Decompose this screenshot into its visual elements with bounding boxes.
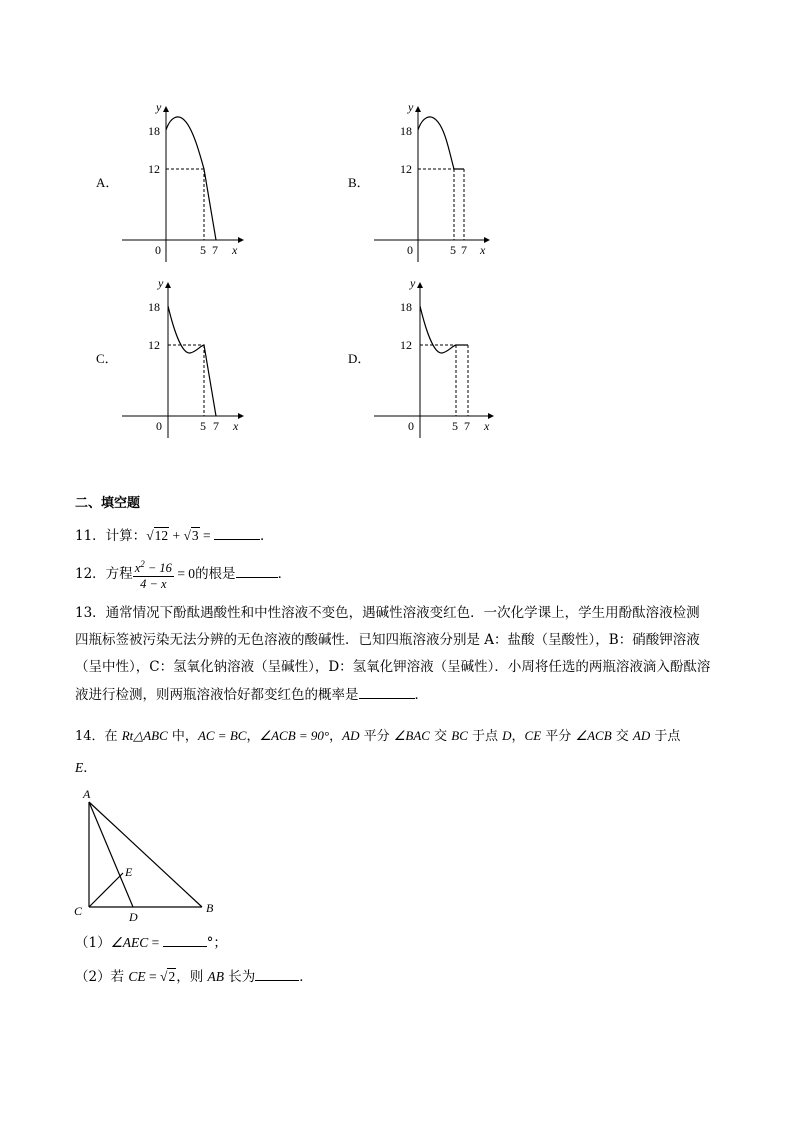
tick-5: 5 bbox=[200, 243, 206, 257]
q11-number: 11．计算： bbox=[75, 528, 147, 544]
q14-sub-2: （2）若 CE = √2，则 AB 长为 ． bbox=[75, 966, 313, 987]
point-e: E bbox=[125, 865, 133, 879]
y-axis-label: y bbox=[408, 100, 414, 114]
curve bbox=[168, 306, 216, 416]
side-ab bbox=[89, 802, 202, 907]
question-11 bbox=[75, 525, 274, 546]
tick-5: 5 bbox=[452, 419, 458, 433]
option-a-graph bbox=[120, 100, 250, 265]
curve bbox=[166, 117, 216, 240]
option-b-graph bbox=[372, 100, 502, 265]
tick-0: 0 bbox=[408, 419, 414, 433]
q12-rhs: = 0 bbox=[173, 566, 196, 582]
x-axis-label: x bbox=[232, 243, 238, 257]
q13-line-2: 四瓶标签被污染无法分辨的无色溶液的酸碱性．已知四瓶溶液分别是 A：盐酸（呈酸性），B：硝酸钾溶液 bbox=[75, 632, 700, 648]
triangle-figure bbox=[70, 782, 230, 922]
vertex-b: B bbox=[206, 901, 214, 915]
tick-7: 7 bbox=[464, 419, 470, 433]
tick-0: 0 bbox=[407, 243, 413, 257]
x-axis-label: x bbox=[233, 419, 239, 433]
point-d: D bbox=[129, 910, 138, 922]
tick-18: 18 bbox=[148, 300, 160, 314]
tick-0: 0 bbox=[156, 419, 162, 433]
option-a-label: A． bbox=[96, 175, 119, 190]
segment-ad bbox=[89, 802, 133, 907]
q11-end: ． bbox=[260, 528, 274, 544]
q14-line-2: E． bbox=[75, 760, 97, 776]
option-c-label: C． bbox=[96, 351, 118, 366]
y-axis-label: y bbox=[156, 100, 162, 114]
x-axis-arrow bbox=[238, 237, 244, 243]
q12-tail: 的根是 bbox=[195, 566, 236, 583]
tick-7: 7 bbox=[212, 243, 218, 257]
q14-sub1-answer-blank[interactable] bbox=[163, 932, 207, 947]
q13-line-3: （呈中性），C：氢氧化钠溶液（呈碱性），D：氢氧化钾溶液（呈碱性）．小周将任选的两瓶溶液滴入酚酞溶 bbox=[75, 659, 711, 675]
option-d-graph bbox=[372, 276, 502, 441]
q13-line-4: 液进行检测，则两瓶溶液恰好都变红色的概率是 ． bbox=[75, 684, 428, 705]
tick-5: 5 bbox=[450, 243, 456, 257]
q13-line-1: 13．通常情况下酚酞遇酸性和中性溶液不变色，遇碱性溶液变红色．一次化学课上，学生用酚酞溶液检测 bbox=[75, 605, 700, 621]
tick-0: 0 bbox=[155, 243, 161, 257]
tick-7: 7 bbox=[461, 243, 467, 257]
q11-plus: + bbox=[169, 528, 184, 543]
q12-number: 12．方程 bbox=[75, 566, 133, 583]
q12-fraction: $\frac{x^2 - 16}{4 - x}$ bbox=[134, 559, 172, 592]
y-axis-label: y bbox=[410, 276, 416, 290]
tick-18: 18 bbox=[400, 300, 412, 314]
q12-answer-blank[interactable] bbox=[236, 563, 278, 578]
y-axis-label: y bbox=[158, 276, 164, 290]
curve bbox=[418, 117, 464, 169]
q11-answer-blank[interactable] bbox=[214, 525, 260, 540]
option-d-label: D． bbox=[348, 351, 371, 366]
q11-sqrt-b: √3 bbox=[183, 528, 199, 543]
section-title: 二、填空题 bbox=[75, 496, 141, 511]
tick-7: 7 bbox=[213, 419, 219, 433]
q14-line-1: 14．在 Rt△ABC 中，AC = BC，∠ACB = 90°，AD 平分 ∠BAC 交 BC 于点 D，CE 平分 ∠ACB 交 AD 于点 bbox=[75, 728, 681, 744]
option-c-graph bbox=[120, 276, 250, 441]
q14-sub-1: （1）∠AEC = °； bbox=[75, 932, 227, 953]
q12-end: ． bbox=[277, 566, 292, 583]
segment-ce bbox=[89, 873, 123, 907]
y-axis-arrow bbox=[163, 106, 169, 112]
tick-18: 18 bbox=[148, 124, 160, 138]
q11-equals: = bbox=[199, 528, 215, 543]
option-b-label: B． bbox=[348, 175, 370, 190]
tick-12: 12 bbox=[400, 162, 412, 176]
question-12 bbox=[75, 557, 291, 592]
vertex-c: C bbox=[74, 904, 83, 918]
tick-18: 18 bbox=[400, 124, 412, 138]
q14-sub2-answer-blank[interactable] bbox=[255, 966, 299, 981]
vertex-a: A bbox=[83, 787, 91, 801]
x-axis-label: x bbox=[484, 419, 490, 433]
tick-12: 12 bbox=[400, 338, 412, 352]
q11-sqrt-a: √12 bbox=[146, 528, 169, 543]
tick-5: 5 bbox=[200, 419, 206, 433]
tick-12: 12 bbox=[148, 338, 160, 352]
tick-12: 12 bbox=[148, 162, 160, 176]
q13-answer-blank[interactable] bbox=[359, 684, 415, 699]
x-axis-label: x bbox=[480, 243, 486, 257]
curve bbox=[420, 306, 468, 353]
